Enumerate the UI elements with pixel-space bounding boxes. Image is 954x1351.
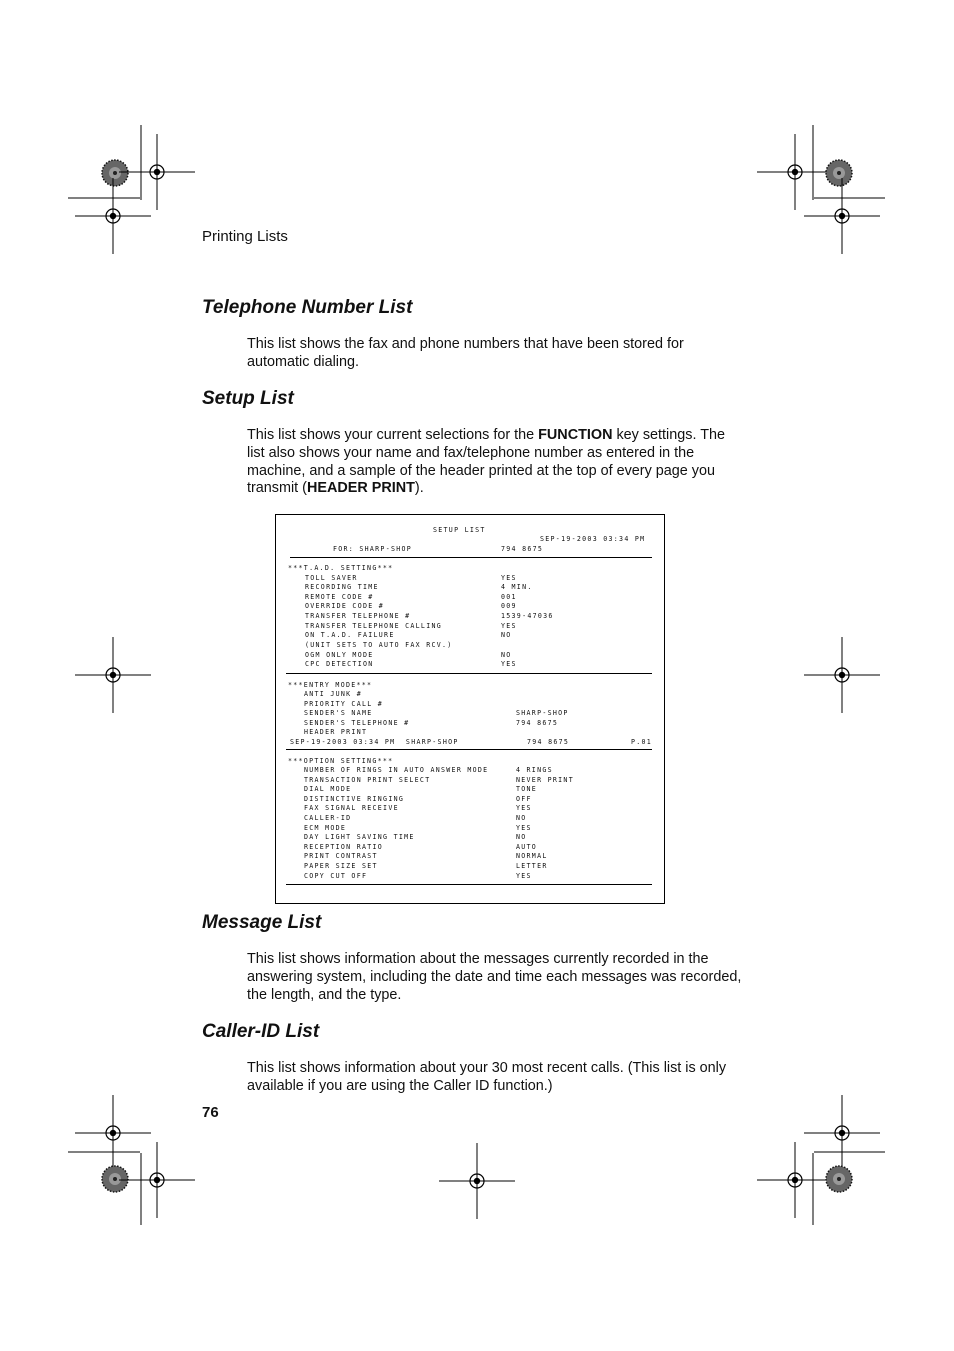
color-target-icon: [826, 1166, 852, 1192]
printout-rule: [286, 749, 652, 750]
setting-label: TOLL SAVER: [305, 573, 358, 582]
setting-value: 4 RINGS: [516, 766, 553, 774]
printout-date: SEP-19-2003 03:34 PM: [540, 535, 646, 543]
registration-cross-icon: [757, 1142, 833, 1218]
setting-label: CPC DETECTION: [305, 660, 374, 669]
setting-value: AUTO: [516, 842, 538, 851]
printout-rule: [290, 557, 652, 558]
setting-value: NORMAL: [516, 852, 548, 861]
setting-value: NO: [516, 833, 527, 842]
setting-value: 1539-47036: [501, 612, 554, 621]
setting-label: PRIORITY CALL #: [304, 699, 384, 708]
paragraph-line: machine, and a sample of the header printed at the top of every page you: [247, 462, 716, 479]
paragraph-line: the length, and the type.: [247, 986, 402, 1003]
section-title-telephone-number-list: Telephone Number List: [202, 297, 413, 318]
section-title-setup-list: Setup List: [202, 388, 294, 409]
registration-cross-icon: [804, 1095, 880, 1171]
setting-value: YES: [501, 660, 517, 669]
paragraph-line: answering system, including the date and time each messages was recorded,: [247, 968, 742, 985]
paragraph-line: list also shows your name and fax/telephone number as entered in the: [247, 444, 695, 461]
setting-value: NO: [516, 814, 527, 822]
printout-for-label: FOR: SHARP-SHOP: [333, 545, 413, 553]
section-title-message-list: Message List: [202, 912, 322, 933]
setting-label: OVERRIDE CODE #: [305, 602, 385, 611]
section-title-caller-id-list: Caller-ID List: [202, 1021, 320, 1042]
registration-cross-icon: [439, 1143, 515, 1219]
setting-label: TRANSFER TELEPHONE CALLING: [305, 621, 443, 630]
setting-label: DISTINCTIVE RINGING: [304, 794, 405, 803]
setting-label: ANTI JUNK #: [304, 690, 362, 698]
setup-list-printout: [275, 514, 665, 904]
setting-label: ON T.A.D. FAILURE: [305, 631, 395, 640]
setting-value: OFF: [516, 794, 532, 803]
setup-list-description: [247, 427, 747, 498]
color-target-icon: [826, 160, 852, 186]
paragraph-line: This list shows your current selections for the FUNCTION key settings. The: [247, 427, 725, 443]
paragraph-line: This list shows the fax and phone numbers that have been stored for: [247, 336, 684, 352]
paragraph-line: automatic dialing.: [247, 353, 359, 370]
setting-label: COPY CUT OFF: [304, 871, 368, 880]
printout-rule: [286, 884, 652, 885]
printout-rule: [286, 673, 652, 674]
registration-cross-icon: [75, 1095, 151, 1171]
header-print-key-name: HEADER PRINT: [306, 480, 415, 497]
paragraph-line: transmit (HEADER PRINT).: [247, 480, 424, 497]
setting-label: RECEPTION RATIO: [304, 842, 384, 851]
setting-value: 4 MIN.: [501, 583, 533, 592]
setting-value: 009: [501, 602, 517, 611]
running-header: Printing Lists: [202, 228, 288, 245]
message-list-description: [247, 951, 747, 1004]
setting-label: DIAL MODE: [304, 785, 352, 794]
setting-label: PAPER SIZE SET: [304, 862, 378, 870]
setting-label: DAY LIGHT SAVING TIME: [304, 833, 415, 842]
setting-label: TRANSACTION PRINT SELECT: [304, 775, 431, 784]
setting-value: SHARP-SHOP: [516, 709, 569, 718]
registration-cross-icon: [757, 134, 833, 210]
option-heading: ***OPTION SETTING***: [288, 757, 394, 765]
registration-cross-icon: [804, 178, 880, 254]
color-target-icon: [102, 1166, 128, 1192]
setting-value: 001: [501, 592, 517, 601]
page-number: 76: [202, 1104, 219, 1121]
setting-label: TRANSFER TELEPHONE #: [305, 612, 411, 621]
setting-value: NO: [501, 650, 512, 659]
registration-cross-icon: [119, 134, 195, 210]
setting-label: PRINT CONTRAST: [304, 852, 378, 861]
registration-cross-icon: [119, 1142, 195, 1218]
header-sample-left: SEP-19-2003 03:34 PM SHARP-SHOP: [290, 738, 459, 746]
registration-cross-icon: [804, 637, 880, 713]
telephone-list-description: [247, 336, 747, 372]
tad-heading: ***T.A.D. SETTING***: [288, 564, 394, 572]
setting-label: HEADER PRINT: [304, 728, 368, 737]
setting-label: RECORDING TIME: [305, 583, 379, 592]
setting-value: YES: [516, 871, 532, 880]
entry-heading: ***ENTRY MODE***: [288, 681, 373, 689]
setting-label: REMOTE CODE #: [305, 592, 374, 601]
setting-value: NO: [501, 631, 512, 640]
setting-value: NEVER PRINT: [516, 775, 574, 784]
header-sample-number: 794 8675: [527, 738, 570, 746]
setting-value: YES: [516, 823, 532, 832]
registration-cross-icon: [75, 637, 151, 713]
header-sample-page: P.01: [631, 738, 653, 746]
setting-label: CALLER-ID: [304, 814, 352, 822]
registration-cross-icon: [75, 178, 151, 254]
color-target-icon: [102, 160, 128, 186]
setting-value: TONE: [516, 785, 538, 794]
caller-id-list-description: [247, 1060, 747, 1096]
printout-title: SETUP LIST: [433, 526, 486, 534]
setting-value: YES: [501, 573, 517, 582]
setting-value: YES: [501, 621, 517, 630]
setting-label: FAX SIGNAL RECEIVE: [304, 804, 399, 813]
function-key-name: FUNCTION: [538, 427, 613, 443]
paragraph-line: This list shows information about the messages currently recorded in the: [247, 951, 709, 967]
setting-label: (UNIT SETS TO AUTO FAX RCV.): [305, 641, 453, 650]
setting-value: YES: [516, 804, 532, 813]
setting-label: SENDER'S NAME: [304, 709, 373, 718]
setting-label: OGM ONLY MODE: [305, 650, 374, 659]
setting-value: 794 8675: [516, 718, 559, 727]
paragraph-line: This list shows information about your 30 most recent calls. (This list is only: [247, 1060, 727, 1076]
paragraph-line: available if you are using the Caller ID function.): [247, 1077, 553, 1094]
setting-label: ECM MODE: [304, 823, 347, 832]
printout-for-number: 794 8675: [501, 545, 544, 553]
setting-label: SENDER'S TELEPHONE #: [304, 718, 410, 727]
setting-label: NUMBER OF RINGS IN AUTO ANSWER MODE: [304, 766, 489, 774]
setting-value: LETTER: [516, 862, 548, 870]
